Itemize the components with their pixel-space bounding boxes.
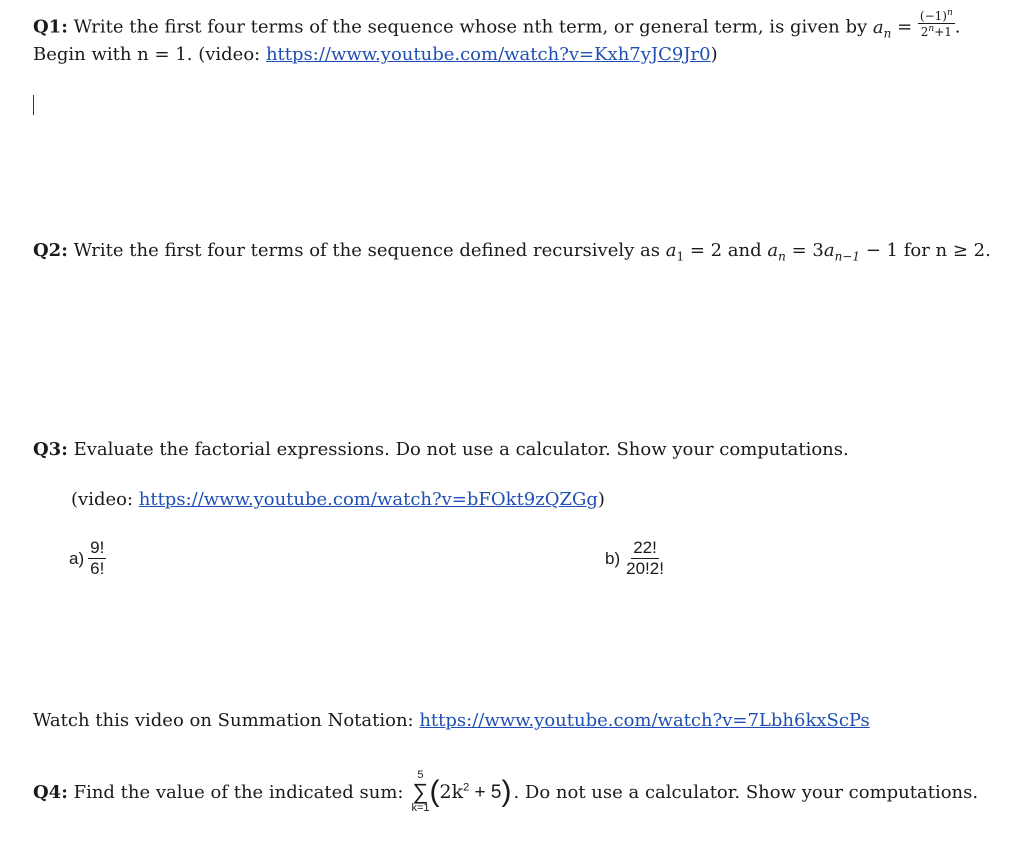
q1-fraction: $\frac{(-1)^n}{2^n+1}$ — [919, 8, 953, 39]
q3-b-label: b) — [605, 548, 621, 568]
watch-video-link[interactable]: https://www.youtube.com/watch?v=7Lbh6kxScPs — [419, 710, 870, 731]
text-cursor — [33, 95, 34, 115]
q1-label: Q1: — [33, 16, 68, 38]
q3-part-b — [605, 538, 666, 579]
q2-eq2: = 3 — [791, 240, 824, 261]
q4-sigma-lower: k=1 — [411, 802, 430, 814]
watch-text: Watch this video on Summation Notation: — [33, 710, 420, 731]
q3-line — [33, 439, 849, 460]
watch-line — [33, 710, 870, 731]
q4-sigma-upper: 5 — [417, 769, 424, 781]
q3-b-fraction: $\frac{22!}{20!2!}$ — [626, 538, 664, 578]
q4-label: Q4: — [33, 781, 68, 803]
q1-a-symbol: $a_n$ — [872, 16, 892, 41]
q4-summation: 5 ∑ k=1 ( $2k^2 + 5$ ) — [411, 769, 512, 814]
q2-text: Write the first four terms of the sequence defined recursively as — [73, 240, 660, 261]
q1-equals: = — [897, 16, 913, 38]
q1-text: Write the first four terms of the sequence whose nth term, or general term, is given by — [73, 16, 868, 38]
sigma-icon: ∑ — [412, 779, 429, 804]
q3-label: Q3: — [33, 439, 68, 460]
q4-expression: $2k^2 + 5$ — [439, 780, 502, 803]
q3-video-link[interactable]: https://www.youtube.com/watch?v=bFOkt9zQZGg — [138, 489, 598, 510]
q3-video-line: (video: https://www.youtube.com/watch?v=bFOkt9zQZGg) — [71, 489, 605, 510]
q3-text: Evaluate the factorial expressions. Do not use a calculator. Show your computations. — [73, 439, 849, 460]
q2-label: Q2: — [33, 240, 68, 261]
q4-line — [33, 762, 978, 822]
q1-video-link[interactable]: https://www.youtube.com/watch?v=Kxh7yJC9Jr0 — [265, 44, 711, 65]
q2-an1: $a_{n-1}$ — [823, 240, 860, 264]
q1-begin-text: Begin with n = 1. (video: — [33, 44, 266, 65]
q1-period: . — [954, 16, 961, 38]
q2-eq1: = 2 and — [689, 240, 762, 261]
q3-a-label: a) — [69, 548, 85, 568]
q1-line1 — [33, 8, 961, 43]
q4-tail: . Do not use a calculator. Show your computations. — [513, 781, 979, 803]
q4-text: Find the value of the indicated sum: — [73, 781, 404, 803]
q2-an: $a_n$ — [767, 240, 786, 264]
q3-a-fraction: $\frac{9!}{6!}$ — [90, 538, 105, 578]
q2-tail: − 1 for n ≥ 2. — [865, 240, 991, 261]
q3-part-a — [69, 538, 106, 579]
q1-line2: Begin with n = 1. (video: https://www.youtube.com/watch?v=Kxh7yJC9Jr0) — [33, 44, 718, 65]
q2-line — [33, 240, 991, 264]
q2-a1: $a_1$ — [665, 240, 685, 264]
